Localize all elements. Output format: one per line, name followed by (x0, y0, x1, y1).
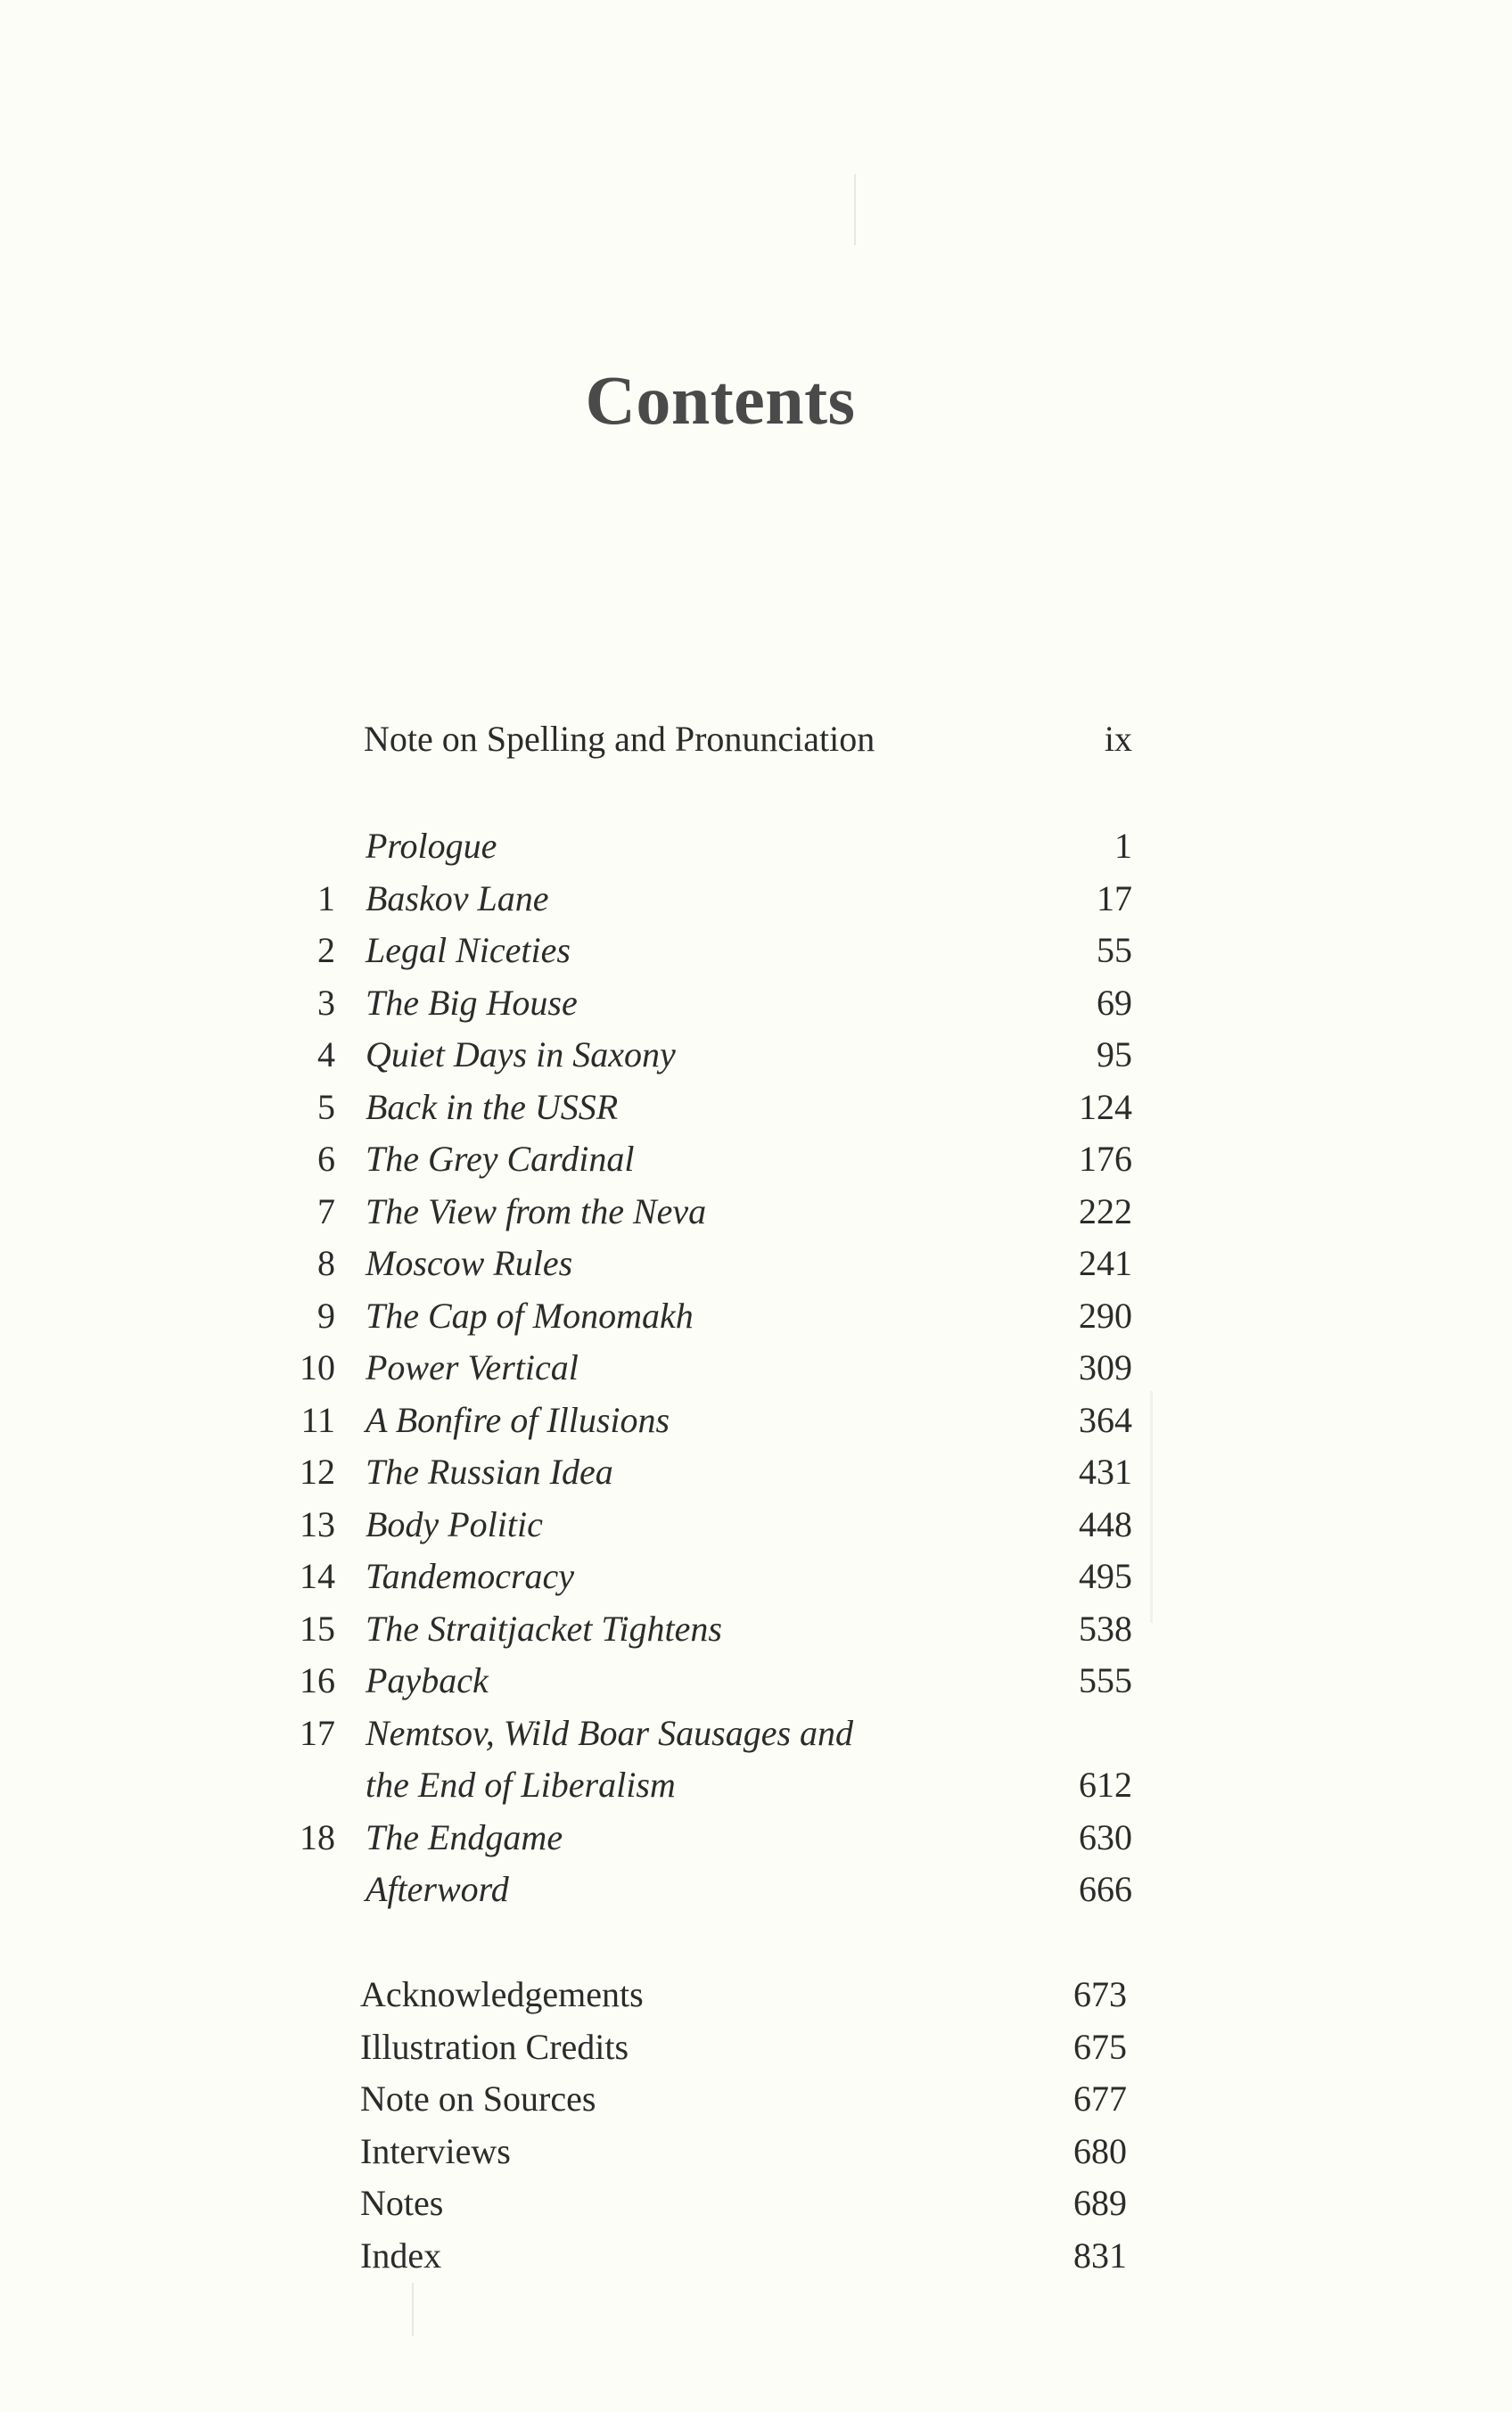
back-matter-title: Note on Sources (360, 2079, 596, 2119)
toc-entry-chapter-9 (267, 1290, 1132, 1342)
back-matter-title: Index (360, 2235, 442, 2276)
toc-entry-acknowledgements (267, 1969, 1132, 2021)
chapter-title-line-1: Nemtsov, Wild Boar Sausages and (366, 1712, 854, 1753)
chapter-title: Baskov Lane (366, 877, 549, 918)
back-matter-title: Interviews (360, 2130, 511, 2171)
chapter-page: 538 (1079, 1608, 1132, 1649)
chapter-number: 15 (300, 1608, 335, 1649)
chapter-page: 222 (1079, 1190, 1132, 1231)
toc-entry-title: Note on Spelling and Pronunciation (364, 719, 875, 759)
chapter-number: 17 (300, 1712, 335, 1753)
chapter-page: 290 (1079, 1295, 1132, 1336)
chapter-page: 55 (1097, 930, 1132, 970)
chapter-number: 12 (300, 1452, 335, 1492)
toc-entry-chapter-13 (267, 1499, 1132, 1551)
chapter-page: 612 (1079, 1765, 1132, 1805)
back-matter-page: 831 (1073, 2235, 1127, 2276)
toc-entry-index (267, 2230, 1132, 2282)
chapter-number: 16 (300, 1660, 335, 1700)
chapter-title: A Bonfire of Illusions (366, 1399, 670, 1440)
chapter-title-line-2: the End of Liberalism (366, 1765, 676, 1805)
toc-entry-notes (267, 2177, 1132, 2229)
toc-entry-chapter-6 (267, 1133, 1132, 1185)
chapter-number: 14 (300, 1556, 335, 1596)
chapter-page: 95 (1097, 1034, 1132, 1074)
back-matter-page: 689 (1073, 2183, 1127, 2223)
scan-artifact (854, 174, 856, 245)
back-matter-title: Notes (360, 2183, 444, 2223)
toc-entry-note-on-sources (267, 2073, 1132, 2125)
chapter-page: 176 (1079, 1139, 1132, 1179)
chapter-title: Quiet Days in Saxony (366, 1034, 676, 1074)
chapter-number: 18 (300, 1816, 335, 1857)
toc-entry-chapter-11 (267, 1395, 1132, 1446)
chapter-title: Legal Niceties (366, 930, 571, 970)
toc-entry-chapter-12 (267, 1446, 1132, 1498)
toc-entry-chapter-7 (267, 1186, 1132, 1238)
toc-entry-prologue (267, 820, 1132, 872)
back-matter-page: 680 (1073, 2130, 1127, 2171)
toc-entry-chapter-4 (267, 1029, 1132, 1081)
chapter-number: 9 (317, 1295, 335, 1336)
chapter-title: Tandemocracy (366, 1556, 575, 1596)
toc-entry-chapter-17 (267, 1708, 1132, 1759)
chapter-title: The Russian Idea (366, 1452, 613, 1492)
chapter-title: The Big House (366, 982, 578, 1023)
chapter-title: Back in the USSR (366, 1086, 619, 1127)
back-matter-page: 675 (1073, 2026, 1127, 2067)
chapter-number: 10 (300, 1347, 335, 1387)
chapter-number: 7 (317, 1190, 335, 1231)
toc-entry-chapter-1 (267, 873, 1132, 925)
chapter-page: 17 (1097, 877, 1132, 918)
back-matter-title: Acknowledgements (360, 1974, 644, 2014)
toc-entry-chapter-2 (267, 925, 1132, 976)
chapter-title: Afterword (366, 1869, 509, 1909)
toc-entry-interviews (267, 2126, 1132, 2177)
chapter-number: 4 (317, 1034, 335, 1074)
chapter-number: 3 (317, 982, 335, 1023)
chapter-number: 2 (317, 930, 335, 970)
chapter-number: 8 (317, 1243, 335, 1283)
toc-entry-chapter-16 (267, 1655, 1132, 1707)
chapter-page: 448 (1079, 1503, 1132, 1544)
toc-entry-chapter-5 (267, 1082, 1132, 1133)
toc-entry-chapter-10 (267, 1342, 1132, 1394)
chapter-page: 431 (1079, 1452, 1132, 1492)
chapter-page: 555 (1079, 1660, 1132, 1700)
chapter-number: 11 (300, 1399, 335, 1440)
chapter-number: 5 (317, 1086, 335, 1127)
chapter-title: Payback (366, 1660, 489, 1700)
chapter-page: 630 (1079, 1816, 1132, 1857)
back-matter-page: 673 (1073, 1974, 1127, 2014)
chapter-number: 1 (317, 877, 335, 918)
page-title: Contents (585, 361, 856, 440)
toc-entry-illustration-credits (267, 2021, 1132, 2073)
toc-entry-page: ix (1104, 719, 1132, 759)
chapter-page: 69 (1097, 982, 1132, 1023)
chapter-number: 13 (300, 1503, 335, 1544)
chapter-page: 309 (1079, 1347, 1132, 1387)
chapter-title: The Straitjacket Tightens (366, 1608, 722, 1649)
toc-entry-afterword (267, 1864, 1132, 1915)
toc-entry-chapter-14 (267, 1551, 1132, 1602)
chapter-page: 495 (1079, 1556, 1132, 1596)
back-matter-page: 677 (1073, 2079, 1127, 2119)
chapter-page: 124 (1079, 1086, 1132, 1127)
chapter-title: The Cap of Monomakh (366, 1295, 694, 1336)
toc-entry-note-on-spelling (267, 713, 1132, 765)
scan-artifact (1150, 1391, 1153, 1623)
chapter-page: 241 (1079, 1243, 1132, 1283)
chapter-number: 6 (317, 1139, 335, 1179)
chapter-page: 666 (1079, 1869, 1132, 1909)
chapter-title: Moscow Rules (366, 1243, 573, 1283)
toc-entry-chapter-17-continued (267, 1759, 1132, 1811)
chapter-title: The Grey Cardinal (366, 1139, 635, 1179)
chapter-title: Body Politic (366, 1503, 543, 1544)
chapter-page: 364 (1079, 1399, 1132, 1440)
chapter-title: Power Vertical (366, 1347, 579, 1387)
toc-entry-chapter-15 (267, 1603, 1132, 1655)
chapter-title: The View from the Neva (366, 1190, 707, 1231)
toc-entry-chapter-18 (267, 1812, 1132, 1864)
toc-entry-chapter-3 (267, 977, 1132, 1029)
scan-artifact (412, 2283, 414, 2336)
back-matter-title: Illustration Credits (360, 2026, 629, 2067)
chapter-title: The Endgame (366, 1816, 563, 1857)
chapter-page: 1 (1114, 826, 1132, 866)
toc-entry-chapter-8 (267, 1238, 1132, 1289)
chapter-title: Prologue (366, 826, 497, 866)
